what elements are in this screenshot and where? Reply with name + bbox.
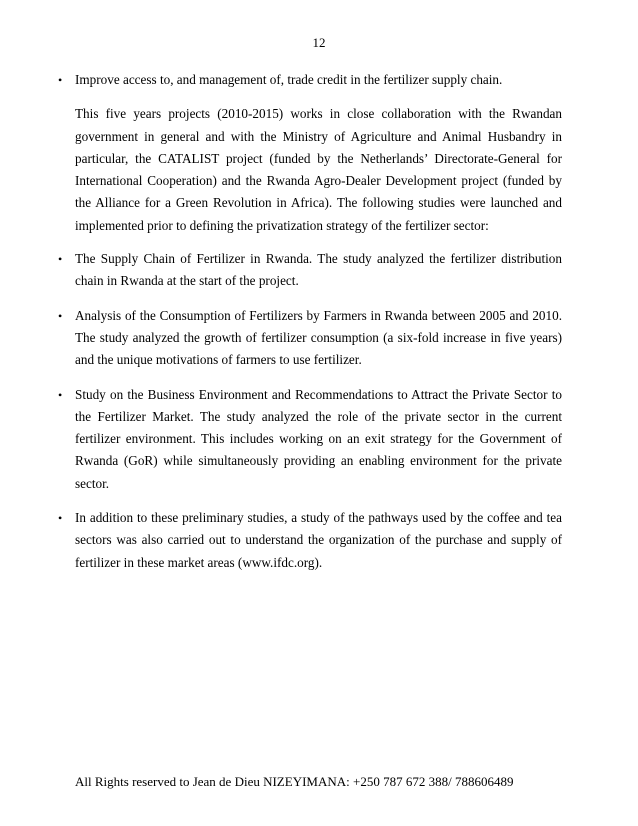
bullet-text: The Supply Chain of Fertilizer in Rwanda. The study analyzed the fertilizer distribution chain in Rwanda at the start of the project. bbox=[75, 251, 562, 289]
bullet-text: Analysis of the Consumption of Fertilizers by Farmers in Rwanda between 2005 and 2010. The study analyzed the growth of fertilizer consumption (a six-fold increase in five years) and the unique motivations of farmers to use fertilizer. bbox=[75, 307, 562, 368]
bullet-icon: • bbox=[58, 387, 63, 402]
bullet-icon: • bbox=[58, 308, 63, 323]
bullet-item-consumption bbox=[58, 305, 562, 372]
page-number: 12 bbox=[312, 35, 326, 50]
bullet-item-pathways bbox=[58, 507, 562, 574]
bullet-text: Improve access to, and management of, trade credit in the fertilizer supply chain. bbox=[75, 72, 503, 87]
bullet-icon: • bbox=[58, 511, 63, 526]
page-footer: All Rights reserved to Jean de Dieu NIZEYIMANA: +250 787 672 388/ 788606489 bbox=[75, 774, 514, 789]
bullet-item-business-environment bbox=[58, 384, 562, 495]
bullet-icon: • bbox=[58, 73, 63, 87]
bullet-text: In addition to these preliminary studies, a study of the pathways used by the coffee and tea sectors was also carried out to understand the organization of the purchase and supply of fertilizer in these market areas (www.ifdc.org). bbox=[75, 510, 562, 570]
bullet-text: Study on the Business Environment and Recommendations to Attract the Private Sector to the Fertilizer Market. The study analyzed the role of the private sector in the current fertilizer environment. This includes working on an exit strategy for the Government of Rwanda (GoR) while simultaneously providing an enabling environment for the private sector. bbox=[75, 386, 562, 491]
bullet-icon: • bbox=[58, 252, 63, 267]
bullet-item-supply-chain bbox=[58, 248, 562, 293]
bullet-item-trade-credit bbox=[58, 69, 562, 91]
document-body bbox=[58, 69, 562, 574]
body-paragraph: This five years projects (2010-2015) works in close collaboration with the Rwandan government in general and with the Ministry of Agriculture and Animal Husbandry in particular, the CATALIST project (funded by the Netherlands’ Directorate-General for International Cooperation) and the Rwanda Agro-Dealer Development project (funded by the Alliance for a Green Revolution in Africa). The following studies were launched and implemented prior to defining the privatization strategy of the fertilizer sector: bbox=[75, 106, 562, 233]
